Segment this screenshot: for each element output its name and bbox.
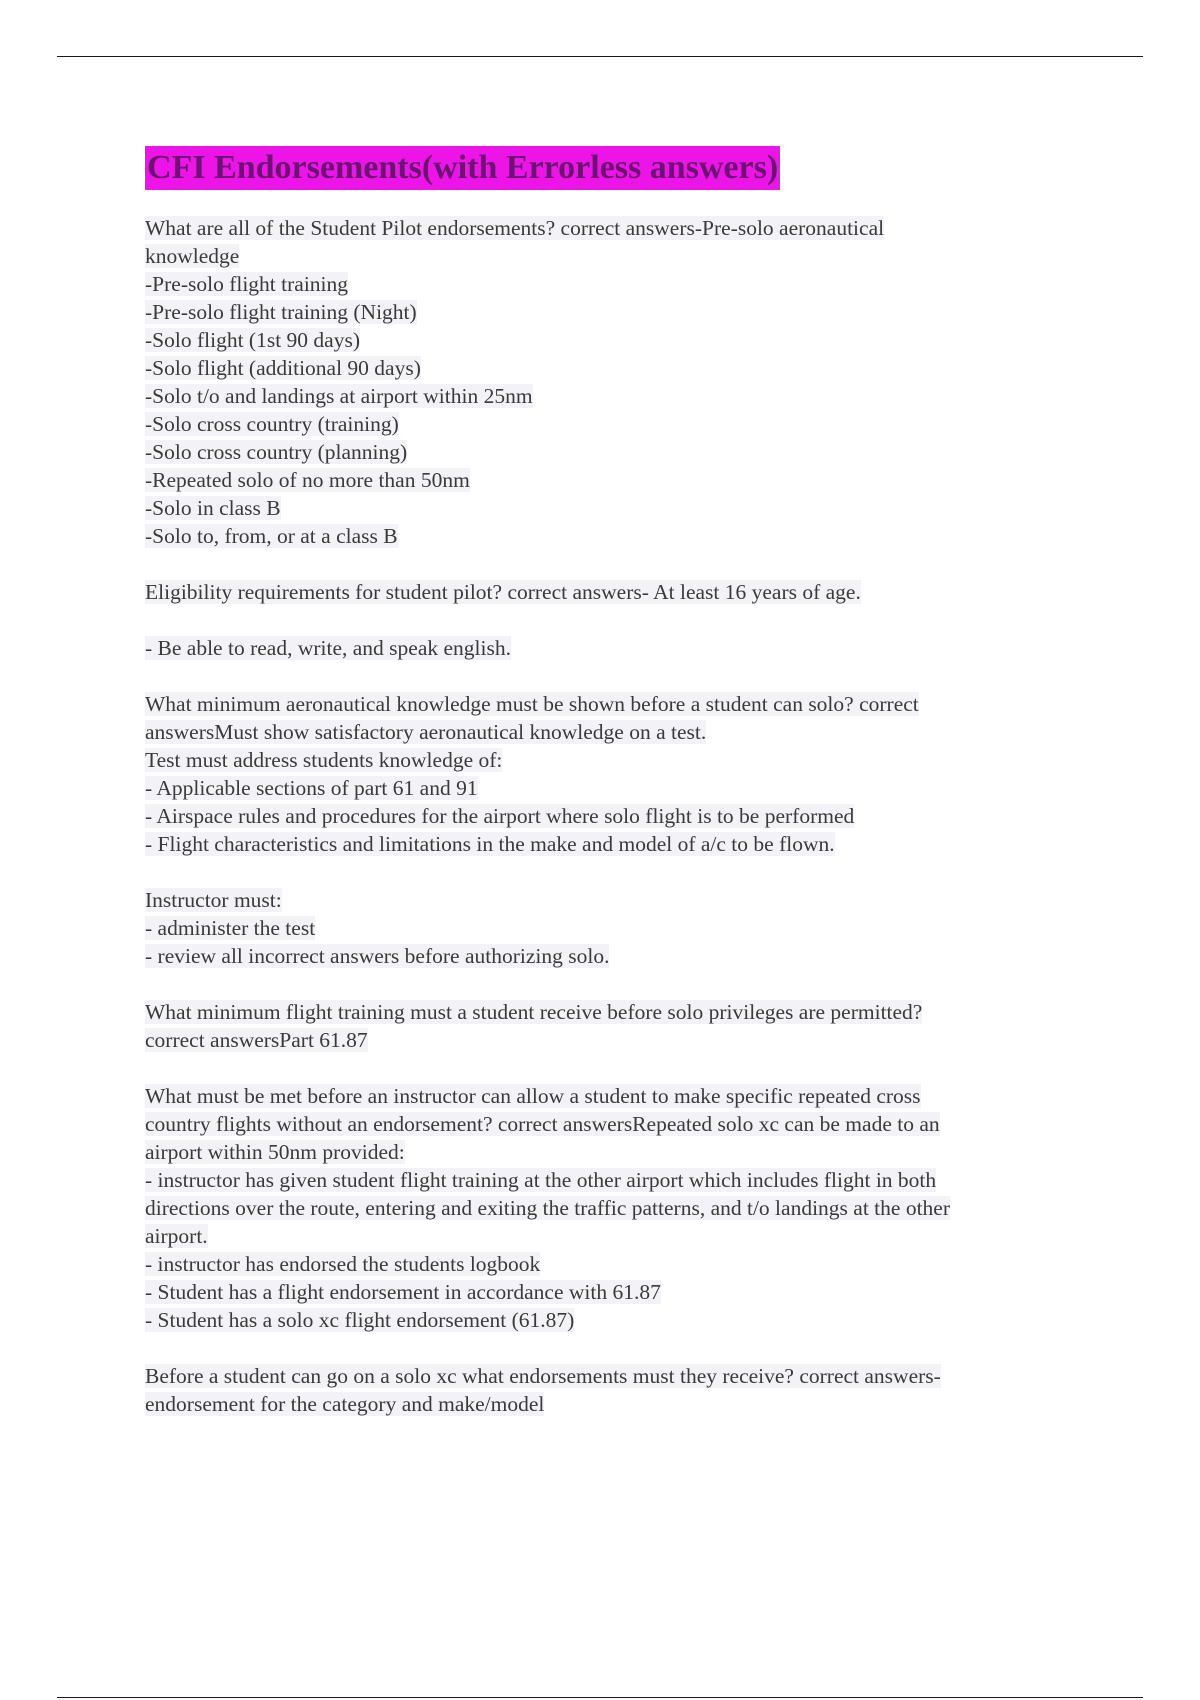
text-line-content: - administer the test <box>145 916 316 940</box>
text-line <box>145 690 1065 718</box>
text-line <box>145 1362 1065 1390</box>
text-line <box>145 746 1065 774</box>
text-line <box>145 774 1065 802</box>
qa-block <box>145 1362 1065 1418</box>
text-line-content: - Applicable sections of part 61 and 91 <box>145 776 478 800</box>
text-line-content: airport. <box>145 1224 208 1248</box>
text-line <box>145 886 1065 914</box>
text-line <box>145 354 1065 382</box>
qa-block <box>145 1082 1065 1334</box>
qa-block <box>145 634 1065 662</box>
text-line <box>145 942 1065 970</box>
text-line <box>145 410 1065 438</box>
text-line-content: - review all incorrect answers before authorizing solo. <box>145 944 610 968</box>
footer-rule <box>57 1697 1143 1698</box>
text-line-content: What minimum aeronautical knowledge must be shown before a student can solo? correct <box>145 692 919 716</box>
text-line <box>145 326 1065 354</box>
text-line <box>145 1306 1065 1334</box>
text-line <box>145 494 1065 522</box>
text-line <box>145 438 1065 466</box>
text-line-content: - instructor has endorsed the students logbook <box>145 1252 541 1276</box>
text-line <box>145 1026 1065 1054</box>
text-line-content: -Solo in class B <box>145 496 281 520</box>
text-line-content: -Solo t/o and landings at airport within 25nm <box>145 384 533 408</box>
text-line-content: -Repeated solo of no more than 50nm <box>145 468 470 492</box>
text-line-content: -Solo cross country (planning) <box>145 440 408 464</box>
text-line <box>145 1138 1065 1166</box>
text-line-content: - Flight characteristics and limitations in the make and model of a/c to be flown. <box>145 832 835 856</box>
text-line <box>145 214 1065 242</box>
text-line-content: -Solo flight (additional 90 days) <box>145 356 421 380</box>
text-line-content: Instructor must: <box>145 888 282 912</box>
text-line-content: directions over the route, entering and exiting the traffic patterns, and t/o landings at the other <box>145 1196 951 1220</box>
text-line-content: - Student has a flight endorsement in accordance with 61.87 <box>145 1280 661 1304</box>
text-line <box>145 522 1065 550</box>
text-line-content: - Airspace rules and procedures for the airport where solo flight is to be performed <box>145 804 855 828</box>
text-line-content: What are all of the Student Pilot endorsements? correct answers-Pre-solo aeronautical <box>145 216 885 240</box>
text-line <box>145 1250 1065 1278</box>
text-line-content: - instructor has given student flight training at the other airport which includes flight in both <box>145 1168 937 1192</box>
text-line <box>145 382 1065 410</box>
text-line <box>145 1278 1065 1306</box>
text-line <box>145 998 1065 1026</box>
qa-block <box>145 578 1065 606</box>
text-line-content: Eligibility requirements for student pilot? correct answers- At least 16 years of age. <box>145 580 861 604</box>
text-line-content: endorsement for the category and make/model <box>145 1392 545 1416</box>
text-line <box>145 1222 1065 1250</box>
text-line-content: correct answersPart 61.87 <box>145 1028 368 1052</box>
text-line <box>145 270 1065 298</box>
qa-block <box>145 886 1065 970</box>
text-line <box>145 718 1065 746</box>
header-rule <box>57 56 1143 57</box>
text-line <box>145 1110 1065 1138</box>
text-line-content: What minimum flight training must a student receive before solo privileges are permitted? <box>145 1000 923 1024</box>
qa-block <box>145 998 1065 1054</box>
text-line-content: - Student has a solo xc flight endorsement (61.87) <box>145 1308 575 1332</box>
text-line-content: -Pre-solo flight training <box>145 272 349 296</box>
text-line <box>145 914 1065 942</box>
qa-block <box>145 214 1065 550</box>
text-line <box>145 634 1065 662</box>
qa-list <box>145 214 1065 1418</box>
text-line <box>145 1082 1065 1110</box>
text-line-content: knowledge <box>145 244 240 268</box>
text-line <box>145 466 1065 494</box>
text-line-content: answersMust show satisfactory aeronautical knowledge on a test. <box>145 720 707 744</box>
text-line <box>145 830 1065 858</box>
text-line <box>145 1390 1065 1418</box>
text-line-content: country flights without an endorsement? correct answersRepeated solo xc can be made to an <box>145 1112 940 1136</box>
text-line <box>145 802 1065 830</box>
text-line-content: Before a student can go on a solo xc what endorsements must they receive? correct answers- <box>145 1364 941 1388</box>
text-line-content: -Solo flight (1st 90 days) <box>145 328 360 352</box>
text-line-content: What must be met before an instructor can allow a student to make specific repeated cross <box>145 1084 921 1108</box>
text-line <box>145 1194 1065 1222</box>
document-title: CFI Endorsements(with Errorless answers) <box>145 146 780 190</box>
text-line-content: airport within 50nm provided: <box>145 1140 405 1164</box>
document-body <box>145 146 1065 1446</box>
text-line <box>145 578 1065 606</box>
text-line-content: -Solo cross country (training) <box>145 412 399 436</box>
text-line-content: Test must address students knowledge of: <box>145 748 503 772</box>
text-line-content: - Be able to read, write, and speak english. <box>145 636 511 660</box>
text-line-content: -Solo to, from, or at a class B <box>145 524 398 548</box>
text-line <box>145 298 1065 326</box>
text-line-content: -Pre-solo flight training (Night) <box>145 300 417 324</box>
qa-block <box>145 690 1065 858</box>
text-line <box>145 242 1065 270</box>
text-line <box>145 1166 1065 1194</box>
